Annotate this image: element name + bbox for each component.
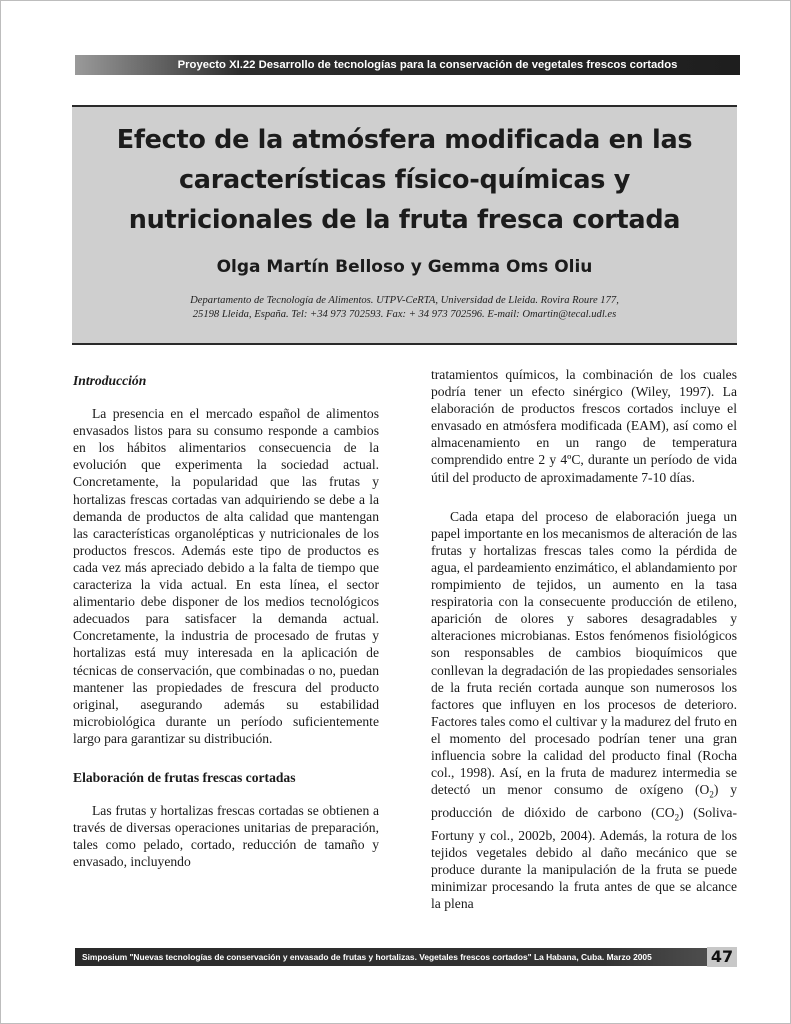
section-heading-elaboracion: Elaboración de frutas frescas cortadas (73, 769, 296, 785)
article-authors: Olga Martín Belloso y Gemma Oms Oliu (216, 257, 593, 277)
affiliation-line: 25198 Lleida, España. Tel: +34 973 702593. Fax: + 34 973 702596. E-mail: Omartin@tecal.udl.es (192, 309, 617, 320)
title-line: Efecto de la atmósfera modificada en las (116, 125, 693, 155)
introduction-heading: Introducción (73, 373, 147, 388)
project-header-bar (75, 55, 740, 75)
article-affiliation (72, 294, 737, 322)
article-title (72, 120, 737, 240)
continuation-paragraph: tratamientos químicos, la combinación de los cuales podría tener un efecto sinérgico (Wiley, 1997). La elaboración de productos frescos cortados incluye el envasado en atmósfera modificada (EAM), así como el almacenamiento en un rango de temperatura comprendido entre 2 y 4ºC, durante un período de vida útil del producto de aproximadamente 7-10 días. (431, 367, 737, 485)
left-column (73, 366, 379, 870)
paragraph-text: ) y producción de dióxido de carbono (CO (431, 782, 737, 820)
page-number: 47 (707, 947, 737, 967)
title-line: características físico-químicas y (178, 165, 631, 195)
paragraph-text: Cada etapa del proceso de elaboración juega un papel importante en los mecanismos de alteración de las frutas y hortalizas frescas tales como la pérdida de agua, el pardeamiento enzimático, el ablandamiento por rompimiento de tejidos, un aumento en la tasa respiratoria con la consecuente producción de etileno, aparición de olores y sabores desagradables y alteraciones microbianas. Estos fenómenos fisiológicos son responsables de cambios bioquímicos que conllevan la degradación de las propiedades sensoriales de la fruta recién cortada aunque son numerosos los factores que influyen en los procesos de deterioro. Factores tales como el cultivar y la madurez del fruto en el momento del procesado podrían tener una gran influencia sobre la calidad del producto final (Rocha col., 1998). Así, en la fruta de madurez intermedia se detectó un menor consumo de oxígeno (O (431, 508, 737, 798)
title-box (72, 105, 737, 345)
footer-citation: Simposium "Nuevas tecnologías de conservación y envasado de frutas y hortalizas. Vegetales frescos cortados" La Habana, Cuba. Marzo 2005 (82, 952, 652, 962)
paragraph-text: ) (Soliva-Fortuny y col., 2002b, 2004). Además, la rotura de los tejidos vegetales debido al daño mecánico que se produce durante la manipulación de la fruta se puede minimizar procesando la fruta antes de que se alcance la plena (431, 804, 737, 912)
project-header-text: Proyecto XI.22 Desarrollo de tecnologías para la conservación de vegetales frescos cortados (177, 59, 678, 71)
footer-bar (75, 948, 737, 966)
co2-subscript: 2 (674, 812, 680, 823)
right-column (431, 366, 737, 912)
affiliation-line: Departamento de Tecnología de Alimentos. UTPV-CeRTA, Universidad de Lleida. Rovira Roure 177, (190, 295, 619, 306)
process-stages-paragraph (431, 508, 737, 913)
title-line: nutricionales de la fruta fresca cortada (128, 205, 681, 235)
o2-subscript: 2 (709, 789, 714, 800)
elaboracion-paragraph: Las frutas y hortalizas frescas cortadas se obtienen a través de diversas operaciones unitarias de preparación, tales como pelado, cortado, reducción de tamaño y envasado, incluyendo (73, 803, 379, 870)
introduction-paragraph: La presencia en el mercado español de alimentos envasados listos para su consumo responde a cambios en los hábitos alimentarios consecuencia de la evolución que experimenta la sociedad actual. Concretamente, la popularidad que las frutas y hortalizas frescas cortadas van adquiriendo se debe a la demanda de productos de alta calidad que mantengan las características organolépticas y nutricionales de los productos frescos. Además este tipo de productos es cada vez más apreciado debido a la falta de tiempo que caracteriza la vida actual. En esta línea, el sector alimentario debe disponer de los medios tecnológicos adecuados para satisfacer la demanda actual. Concretamente, la industria de procesado de frutas y hortalizas está muy interesada en la aplicación de técnicas de conservación, que combinadas o no, puedan mantener las propiedades de frescura del producto original, asegurando además su estabilidad microbiológica durante un período suficientemente largo para garantizar su distribución. (73, 406, 379, 746)
